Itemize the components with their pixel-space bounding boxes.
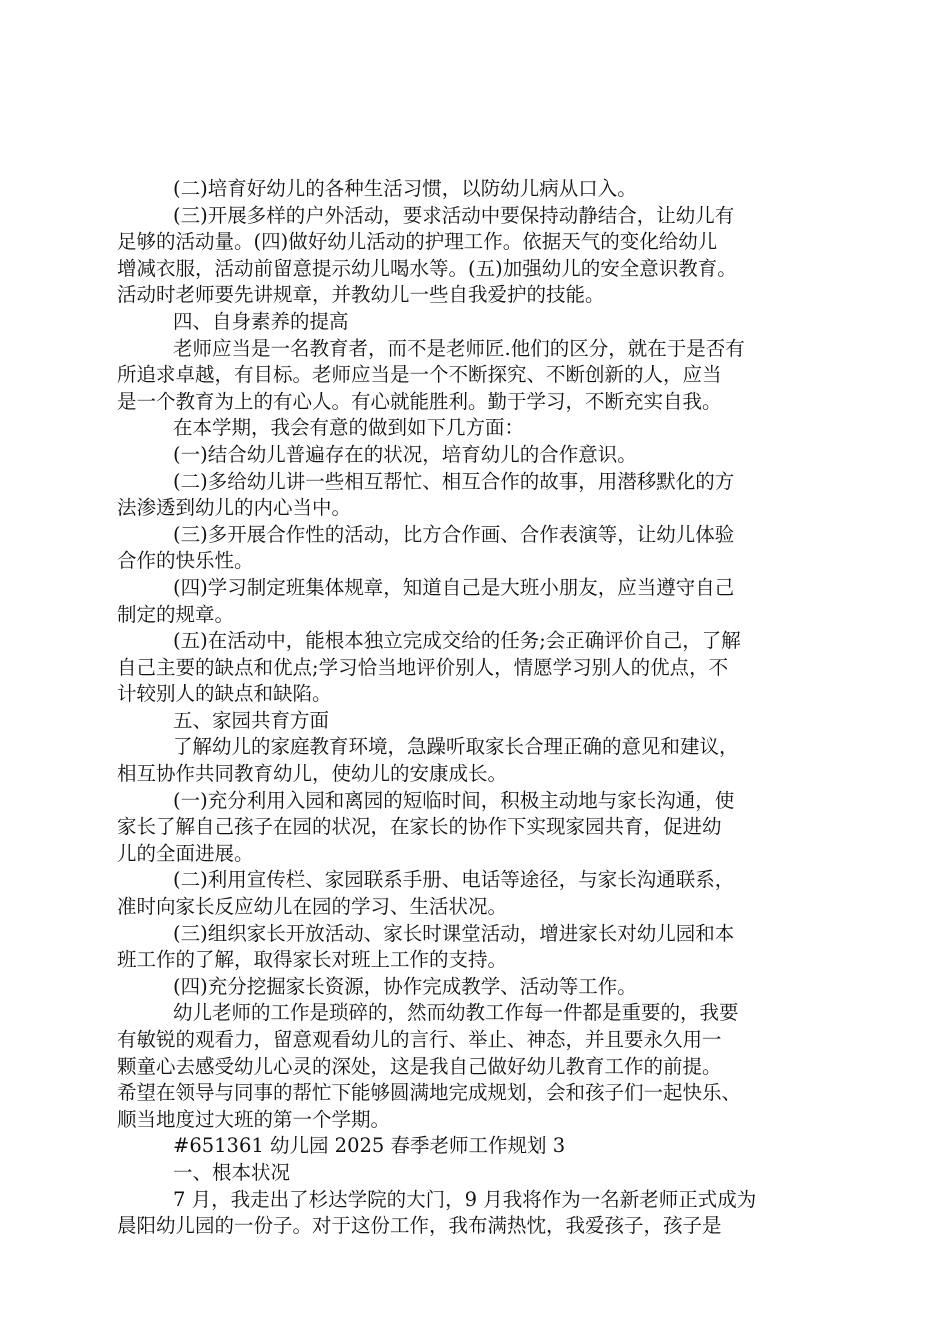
- text-line: (三)多开展合作性的活动，比方合作画、合作表演等，让幼儿体验: [173, 522, 735, 546]
- text-line: 增减衣服，活动前留意提示幼儿喝水等。(五)加强幼儿的安全意识教育。: [117, 256, 737, 280]
- text-line: (三)组织家长开放活动、家长时课堂活动，增进家长对幼儿园和本: [173, 921, 735, 945]
- text-line: (四)学习制定班集体规章，知道自己是大班小朋友，应当遵守自己: [173, 575, 735, 599]
- text-line: 班工作的了解，取得家长对班上工作的支持。: [117, 948, 508, 972]
- text-line: 计较别人的缺点和缺陷。: [117, 682, 332, 706]
- text-line: 希望在领导与同事的帮忙下能够圆满地完成规划，会和孩子们一起快乐、: [117, 1081, 742, 1105]
- text-line: 在本学期，我会有意的做到如下几方面：: [173, 416, 525, 440]
- text-line: 合作的快乐性。: [117, 549, 254, 573]
- text-line: 五、家园共育方面: [173, 708, 330, 732]
- document-body: [117, 176, 847, 1240]
- text-line: (五)在活动中，能根本独立完成交给的任务;会正确评价自己，了解: [173, 629, 741, 653]
- text-line: 老师应当是一名教育者，而不是老师匠.他们的区分，就在于是否有: [173, 336, 745, 360]
- text-line: 是一个教育为上的有心人。有心就能胜利。勤于学习，不断充实自我。: [117, 389, 722, 413]
- text-line: 足够的活动量。(四)做好幼儿活动的护理工作。依据天气的变化给幼儿: [117, 230, 718, 254]
- text-line: 颗童心去感受幼儿心灵的深处，这是我自己做好幼儿教育工作的前提。: [117, 1054, 722, 1078]
- text-line: 7 月，我走出了杉达学院的大门，9 月我将作为一名新老师正式成为: [173, 1187, 757, 1211]
- text-line: 法渗透到幼儿的内心当中。: [117, 496, 352, 520]
- text-line: (一)结合幼儿普遍存在的状况，培育幼儿的合作意识。: [173, 442, 637, 466]
- text-line: (一)充分利用入园和离园的短临时间，积极主动地与家长沟通，使: [173, 788, 735, 812]
- text-line: 一、根本状况: [173, 1160, 291, 1184]
- text-line: 所追求卓越，有目标。老师应当是一个不断探究、不断创新的人，应当: [117, 363, 722, 387]
- text-line: 有敏锐的观看力，留意观看幼儿的言行、举止、神态，并且要永久用一: [117, 1028, 722, 1051]
- text-line: 晨阳幼儿园的一份子。对于这份工作，我布满热忱，我爱孩子，孩子是: [117, 1214, 722, 1238]
- text-line: 顺当地度过大班的第一个学期。: [117, 1107, 391, 1131]
- text-line: (二)利用宣传栏、家园联系手册、电话等途径，与家长沟通联系，: [173, 868, 735, 892]
- text-line: (二)培育好幼儿的各种生活习惯，以防幼儿病从口入。: [173, 177, 637, 200]
- text-line: 儿的全面进展。: [117, 841, 254, 865]
- text-line: 自己主要的缺点和优点;学习恰当地评价别人，情愿学习别人的优点，不: [117, 655, 729, 679]
- text-line: 制定的规章。: [117, 602, 235, 626]
- text-line: 了解幼儿的家庭教育环境，急躁听取家长合理正确的意见和建议，: [173, 735, 739, 759]
- text-line: (二)多给幼儿讲一些相互帮忙、相互合作的故事，用潜移默化的方: [173, 469, 735, 493]
- text-line: 四、自身素养的提高: [173, 309, 349, 333]
- text-line: (四)充分挖掘家长资源，协作完成教学、活动等工作。: [173, 974, 637, 998]
- text-line: #651361 幼儿园 2025 春季老师工作规划 3: [173, 1134, 566, 1158]
- text-line: 活动时老师要先讲规章，并教幼儿一些自我爱护的技能。: [117, 283, 605, 307]
- text-line: 家长了解自己孩子在园的状况，在家长的协作下实现家园共育，促进幼: [117, 815, 722, 839]
- text-line: 幼儿老师的工作是琐碎的，然而幼教工作每一件都是重要的，我要: [173, 1001, 739, 1025]
- text-line: 准时向家长反应幼儿在园的学习、生活状况。: [117, 895, 508, 919]
- text-line: (三)开展多样的户外活动，要求活动中要保持动静结合，让幼儿有: [173, 203, 735, 227]
- text-line: 相互协作共同教育幼儿，使幼儿的安康成长。: [117, 762, 508, 786]
